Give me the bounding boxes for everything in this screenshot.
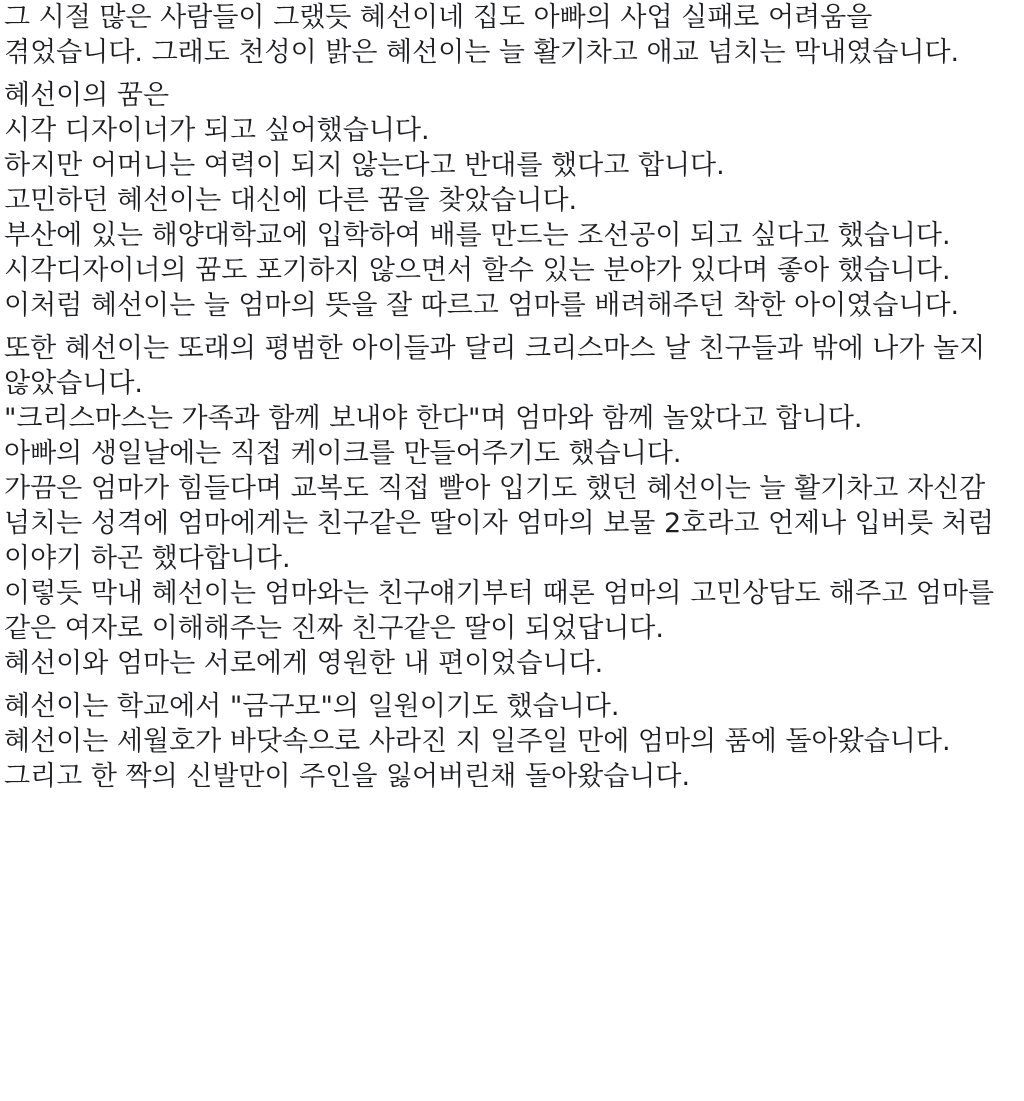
text-line: 부산에 있는 해양대학교에 입학하여 배를 만드는 조선공이 되고 싶다고 했습니다. 시각디자이너의 꿈도 포기하지 않으면서 할수 있는 분야가 있다며 좋아 했습니다.: [4, 220, 951, 286]
text-line: 가끔은 엄마가 힘들다며 교복도 직접 빨아 입기도 했던 혜선이는 늘 활기차고 자신감 넘치는 성격에 엄마에게는 친구같은 딸이자 엄마의 보물 2호라고 언제나 입버릇 처럼 이야기 하곤 했다합니다.: [4, 473, 994, 574]
text-line: 이렇듯 막내 혜선이는 엄마와는 친구얘기부터 때론 엄마의 고민상담도 해주고 엄마를 같은 여자로 이해해주는 진짜 친구같은 딸이 되었답니다.: [4, 578, 995, 644]
text-line: "크리스마스는 가족과 함께 보내야 한다"며 엄마와 함께 놀았다고 합니다.: [4, 403, 863, 434]
text-line: 혜선이와 엄마는 서로에게 영원한 내 편이었습니다.: [4, 648, 604, 679]
paragraph-4: [4, 689, 1018, 794]
text-line: 그리고 한 짝의 신발만이 주인을 잃어버린채 돌아왔습니다.: [4, 761, 691, 792]
text-line: 또한 혜선이는 또래의 평범한 아이들과 달리 크리스마스 날 친구들과 밖에 나가 놀지 않았습니다.: [4, 333, 986, 399]
text-line: 이처럼 혜선이는 늘 엄마의 뜻을 잘 따르고 엄마를 배려해주던 착한 아이였습니다.: [4, 290, 960, 321]
text-line: 그 시절 많은 사람들이 그랬듯 혜선이네 집도 아빠의 사업 실패로 어려움을 겪었습니다. 그래도 천성이 밝은 혜선이는 늘 활기차고 애교 넘치는 막내였습니다.: [4, 2, 960, 68]
text-line: 아빠의 생일날에는 직접 케이크를 만들어주기도 했습니다.: [4, 438, 682, 469]
text-line: 고민하던 혜선이는 대신에 다른 꿈을 찾았습니다.: [4, 185, 578, 216]
text-line: 하지만 어머니는 여력이 되지 않는다고 반대를 했다고 합니다.: [4, 150, 725, 181]
text-line: 혜선이의 꿈은: [4, 80, 170, 111]
paragraph-3: [4, 331, 1018, 681]
text-line: 혜선이는 학교에서 "금구모"의 일원이기도 했습니다.: [4, 691, 620, 722]
paragraph-1: [4, 0, 1018, 70]
paragraph-2: [4, 78, 1018, 323]
text-line: 시각 디자이너가 되고 싶어했습니다.: [4, 115, 430, 146]
text-line: 혜선이는 세월호가 바닷속으로 사라진 지 일주일 만에 엄마의 품에 돌아왔습니다.: [4, 726, 951, 757]
